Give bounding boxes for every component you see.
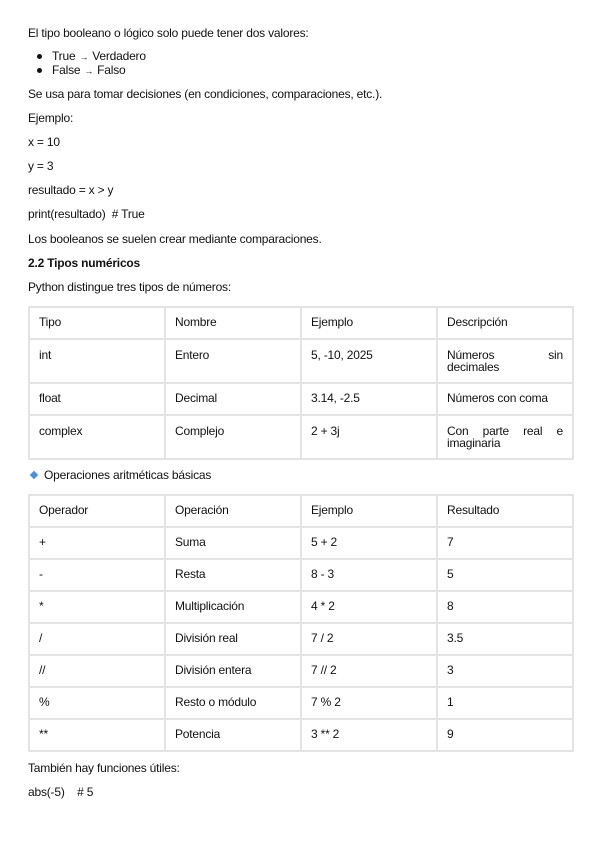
table-row	[29, 687, 573, 719]
table-cell: 3 ** 2	[301, 719, 437, 751]
table-row	[29, 527, 573, 559]
section-heading: 2.2 Tipos numéricos	[28, 256, 141, 270]
table-cell: *	[29, 591, 165, 623]
table-cell: Multiplicación	[165, 591, 301, 623]
table-cell: 5, -10, 2025	[301, 339, 437, 383]
header-cell: Ejemplo	[301, 495, 437, 527]
diamond-bullet-icon	[30, 471, 38, 479]
table-cell: +	[29, 527, 165, 559]
list-item	[28, 64, 146, 78]
numeric-types-table	[28, 306, 574, 460]
table-row	[29, 591, 573, 623]
table-cell: División entera	[165, 655, 301, 687]
table-cell: /	[29, 623, 165, 655]
code-line: resultado = x > y	[28, 183, 114, 197]
header-cell: Ejemplo	[301, 307, 437, 339]
table-cell: 7 // 2	[301, 655, 437, 687]
table-cell: float	[29, 383, 165, 415]
table-cell: 5 + 2	[301, 527, 437, 559]
arithmetic-operations-table	[28, 494, 574, 752]
arrow-icon: →	[79, 52, 89, 62]
table-cell: Decimal	[165, 383, 301, 415]
table-cell: **	[29, 719, 165, 751]
table-cell: 8	[437, 591, 573, 623]
bullet-meaning: Verdadero	[92, 49, 146, 63]
table-cell: Potencia	[165, 719, 301, 751]
table-cell: 7 / 2	[301, 623, 437, 655]
table-cell: 3.14, -2.5	[301, 383, 437, 415]
table-row	[29, 339, 573, 383]
table-cell: 5	[437, 559, 573, 591]
table-cell: 4 * 2	[301, 591, 437, 623]
table-cell: -	[29, 559, 165, 591]
table-cell: Complejo	[165, 415, 301, 459]
table-cell: complex	[29, 415, 165, 459]
operations-heading-text: Operaciones aritméticas básicas	[44, 468, 212, 482]
table-row	[29, 383, 573, 415]
table-cell: Con parte real e imaginaria	[437, 415, 573, 459]
bullet-value: False	[52, 63, 81, 77]
table-row	[29, 559, 573, 591]
header-cell: Nombre	[165, 307, 301, 339]
arrow-icon: →	[84, 66, 94, 76]
table-row	[29, 655, 573, 687]
table-cell: %	[29, 687, 165, 719]
table-cell: Entero	[165, 339, 301, 383]
boolean-values-list	[28, 50, 146, 78]
table-cell: 3.5	[437, 623, 573, 655]
table-cell: 8 - 3	[301, 559, 437, 591]
table-row	[29, 623, 573, 655]
table-cell: División real	[165, 623, 301, 655]
header-cell: Resultado	[437, 495, 573, 527]
header-cell: Operación	[165, 495, 301, 527]
booleans-note: Los booleanos se suelen crear mediante comparaciones.	[28, 232, 322, 246]
table-cell: 2 + 3j	[301, 415, 437, 459]
table-cell: //	[29, 655, 165, 687]
table-cell: 7	[437, 527, 573, 559]
table-header-row	[29, 307, 573, 339]
table-row	[29, 719, 573, 751]
bullet-meaning: Falso	[97, 63, 126, 77]
bullet-value: True	[52, 49, 76, 63]
abs-example: abs(-5) # 5	[28, 785, 94, 799]
intro-text: El tipo booleano o lógico solo puede tener dos valores:	[28, 26, 309, 40]
table-cell: int	[29, 339, 165, 383]
table-cell: Resto o módulo	[165, 687, 301, 719]
functions-note: También hay funciones útiles:	[28, 761, 180, 775]
table-cell: Números sin decimales	[437, 339, 573, 383]
code-line: x = 10	[28, 135, 60, 149]
python-note: Python distingue tres tipos de números:	[28, 280, 231, 294]
table-cell: Suma	[165, 527, 301, 559]
code-line: y = 3	[28, 159, 54, 173]
example-label: Ejemplo:	[28, 111, 74, 125]
table-row	[29, 415, 573, 459]
list-item	[28, 50, 146, 64]
code-line: print(resultado) # True	[28, 207, 145, 221]
table-cell: 9	[437, 719, 573, 751]
table-cell: 3	[437, 655, 573, 687]
header-cell: Descripción	[437, 307, 573, 339]
table-header-row	[29, 495, 573, 527]
header-cell: Operador	[29, 495, 165, 527]
table-cell: 1	[437, 687, 573, 719]
table-cell: 7 % 2	[301, 687, 437, 719]
usage-text: Se usa para tomar decisiones (en condiciones, comparaciones, etc.).	[28, 87, 383, 101]
header-cell: Tipo	[29, 307, 165, 339]
table-cell: Números con coma	[437, 383, 573, 415]
table-cell: Resta	[165, 559, 301, 591]
operations-heading	[28, 468, 211, 482]
